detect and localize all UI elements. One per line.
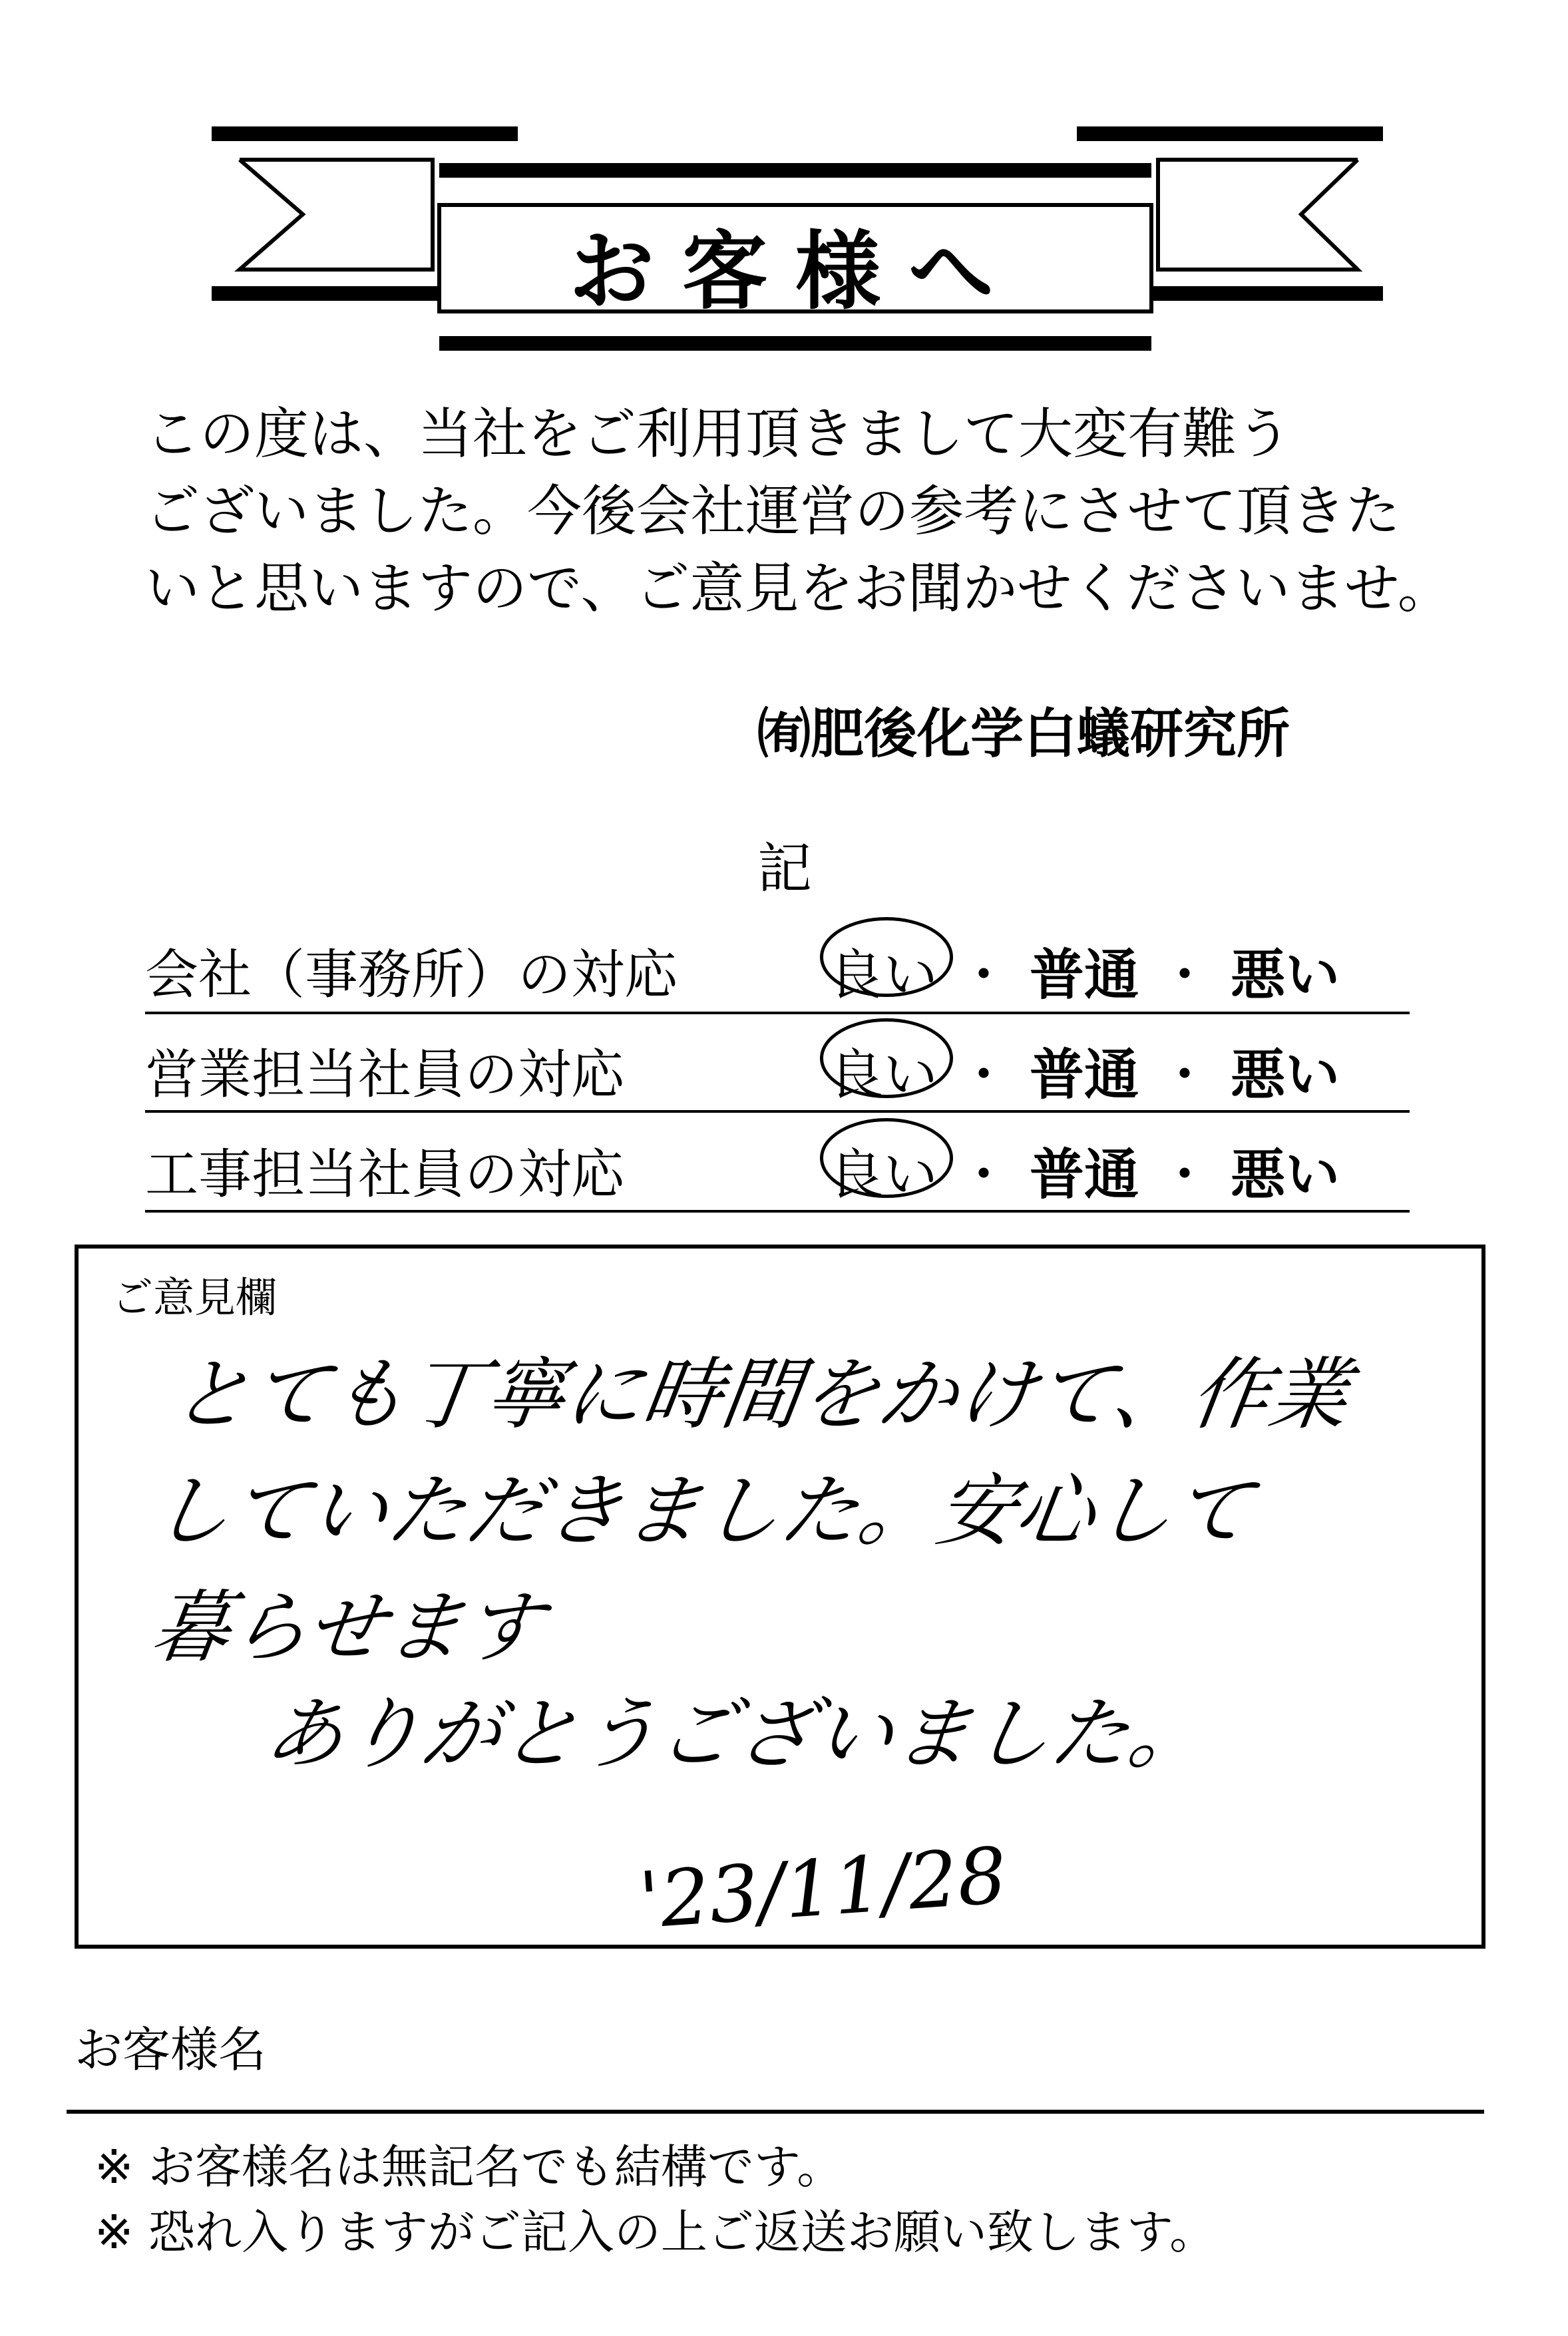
handwritten-line-4: ありがとうございました。 [258,1688,1215,1780]
handwritten-date: '23/11/28 [636,1830,1010,1947]
divider [145,1110,1410,1113]
divider [145,1210,1410,1213]
rating-separator: ・ [956,1143,1012,1207]
company-name: ㈲肥後化学白蟻研究所 [757,703,1290,765]
handwritten-line-1: とても丁寧に時間をかけて、作業 [165,1348,1355,1440]
note-line-2: ※ 恐れ入りますがご記入の上ご返送お願い致します。 [95,2205,1217,2259]
note-line-1: ※ お客様名は無記名でも結構です。 [95,2140,844,2194]
customer-name-line[interactable] [67,2110,1484,2114]
rating-option-normal[interactable]: 普通 [1030,1044,1139,1107]
rating-option-good[interactable]: 良い [829,1044,938,1107]
rating-option-bad[interactable]: 悪い [1231,1044,1340,1107]
rating-separator: ・ [1157,944,1213,1007]
rating-option-bad[interactable]: 悪い [1231,1143,1340,1207]
intro-line-1: この度は、当社をご利用頂きまして大変有難う [145,403,1292,466]
intro-line-3: いと思いますので、ご意見をお聞かせくださいませ。 [145,557,1452,620]
customer-name-label: お客様名 [75,2022,267,2078]
rating-option-good[interactable]: 良い [829,944,938,1007]
divider [145,1012,1410,1014]
rating-separator: ・ [1157,1044,1213,1107]
rating-option-bad[interactable]: 悪い [1231,944,1340,1007]
handwritten-line-2: していただきました。安心して [145,1465,1259,1557]
rating-separator: ・ [956,1044,1012,1107]
rating-label-construction: 工事担当社員の対応 [145,1143,624,1205]
handwritten-line-3: 暮らせます [145,1581,549,1673]
page-title: お客様へ [568,222,1022,321]
rating-separator: ・ [956,944,1012,1007]
rating-label-office: 会社（事務所）の対応 [145,944,678,1006]
selection-circle-mark [820,1118,953,1198]
ki-heading: 記 [757,837,813,900]
rating-option-good[interactable]: 良い [829,1143,938,1207]
rating-option-normal[interactable]: 普通 [1030,1143,1139,1207]
selection-circle-mark [820,1018,953,1098]
opinion-label: ご意見欄 [112,1273,278,1322]
intro-line-2: ございました。今後会社運営の参考にさせて頂きた [145,480,1401,543]
rating-separator: ・ [1157,1143,1213,1207]
rating-option-normal[interactable]: 普通 [1030,944,1139,1007]
rating-label-sales: 営業担当社員の対応 [145,1044,624,1105]
selection-circle-mark [820,917,953,997]
